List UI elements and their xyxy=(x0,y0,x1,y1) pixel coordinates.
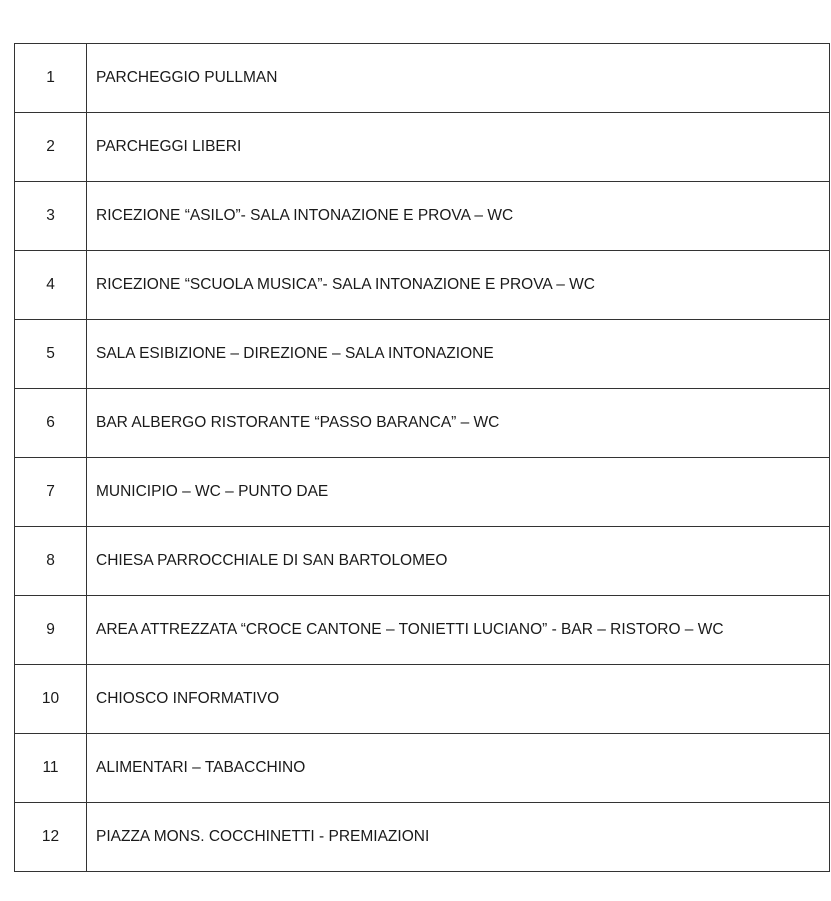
table-row xyxy=(15,596,830,665)
row-description: AREA ATTREZZATA “CROCE CANTONE – TONIETTI LUCIANO” - BAR – RISTORO – WC xyxy=(87,596,830,665)
row-description: CHIESA PARROCCHIALE DI SAN BARTOLOMEO xyxy=(87,527,830,596)
table-row xyxy=(15,320,830,389)
row-number: 2 xyxy=(15,113,87,182)
legend-table-body xyxy=(15,44,830,872)
row-description: PARCHEGGIO PULLMAN xyxy=(87,44,830,113)
table-row xyxy=(15,251,830,320)
row-number: 3 xyxy=(15,182,87,251)
row-description: PIAZZA MONS. COCCHINETTI - PREMIAZIONI xyxy=(87,803,830,872)
table-row xyxy=(15,527,830,596)
row-description: MUNICIPIO – WC – PUNTO DAE xyxy=(87,458,830,527)
row-description: RICEZIONE “SCUOLA MUSICA”- SALA INTONAZIONE E PROVA – WC xyxy=(87,251,830,320)
row-number: 11 xyxy=(15,734,87,803)
row-number: 12 xyxy=(15,803,87,872)
row-description: PARCHEGGI LIBERI xyxy=(87,113,830,182)
table-row xyxy=(15,44,830,113)
row-number: 10 xyxy=(15,665,87,734)
row-number: 6 xyxy=(15,389,87,458)
row-number: 9 xyxy=(15,596,87,665)
row-number: 1 xyxy=(15,44,87,113)
table-row xyxy=(15,389,830,458)
row-description: SALA ESIBIZIONE – DIREZIONE – SALA INTONAZIONE xyxy=(87,320,830,389)
table-row xyxy=(15,182,830,251)
row-number: 4 xyxy=(15,251,87,320)
table-row xyxy=(15,458,830,527)
row-description: CHIOSCO INFORMATIVO xyxy=(87,665,830,734)
table-row xyxy=(15,734,830,803)
row-description: RICEZIONE “ASILO”- SALA INTONAZIONE E PROVA – WC xyxy=(87,182,830,251)
row-number: 5 xyxy=(15,320,87,389)
table-row xyxy=(15,803,830,872)
legend-table xyxy=(14,43,830,872)
row-description: BAR ALBERGO RISTORANTE “PASSO BARANCA” – WC xyxy=(87,389,830,458)
table-row xyxy=(15,113,830,182)
table-row xyxy=(15,665,830,734)
row-description: ALIMENTARI – TABACCHINO xyxy=(87,734,830,803)
row-number: 8 xyxy=(15,527,87,596)
row-number: 7 xyxy=(15,458,87,527)
